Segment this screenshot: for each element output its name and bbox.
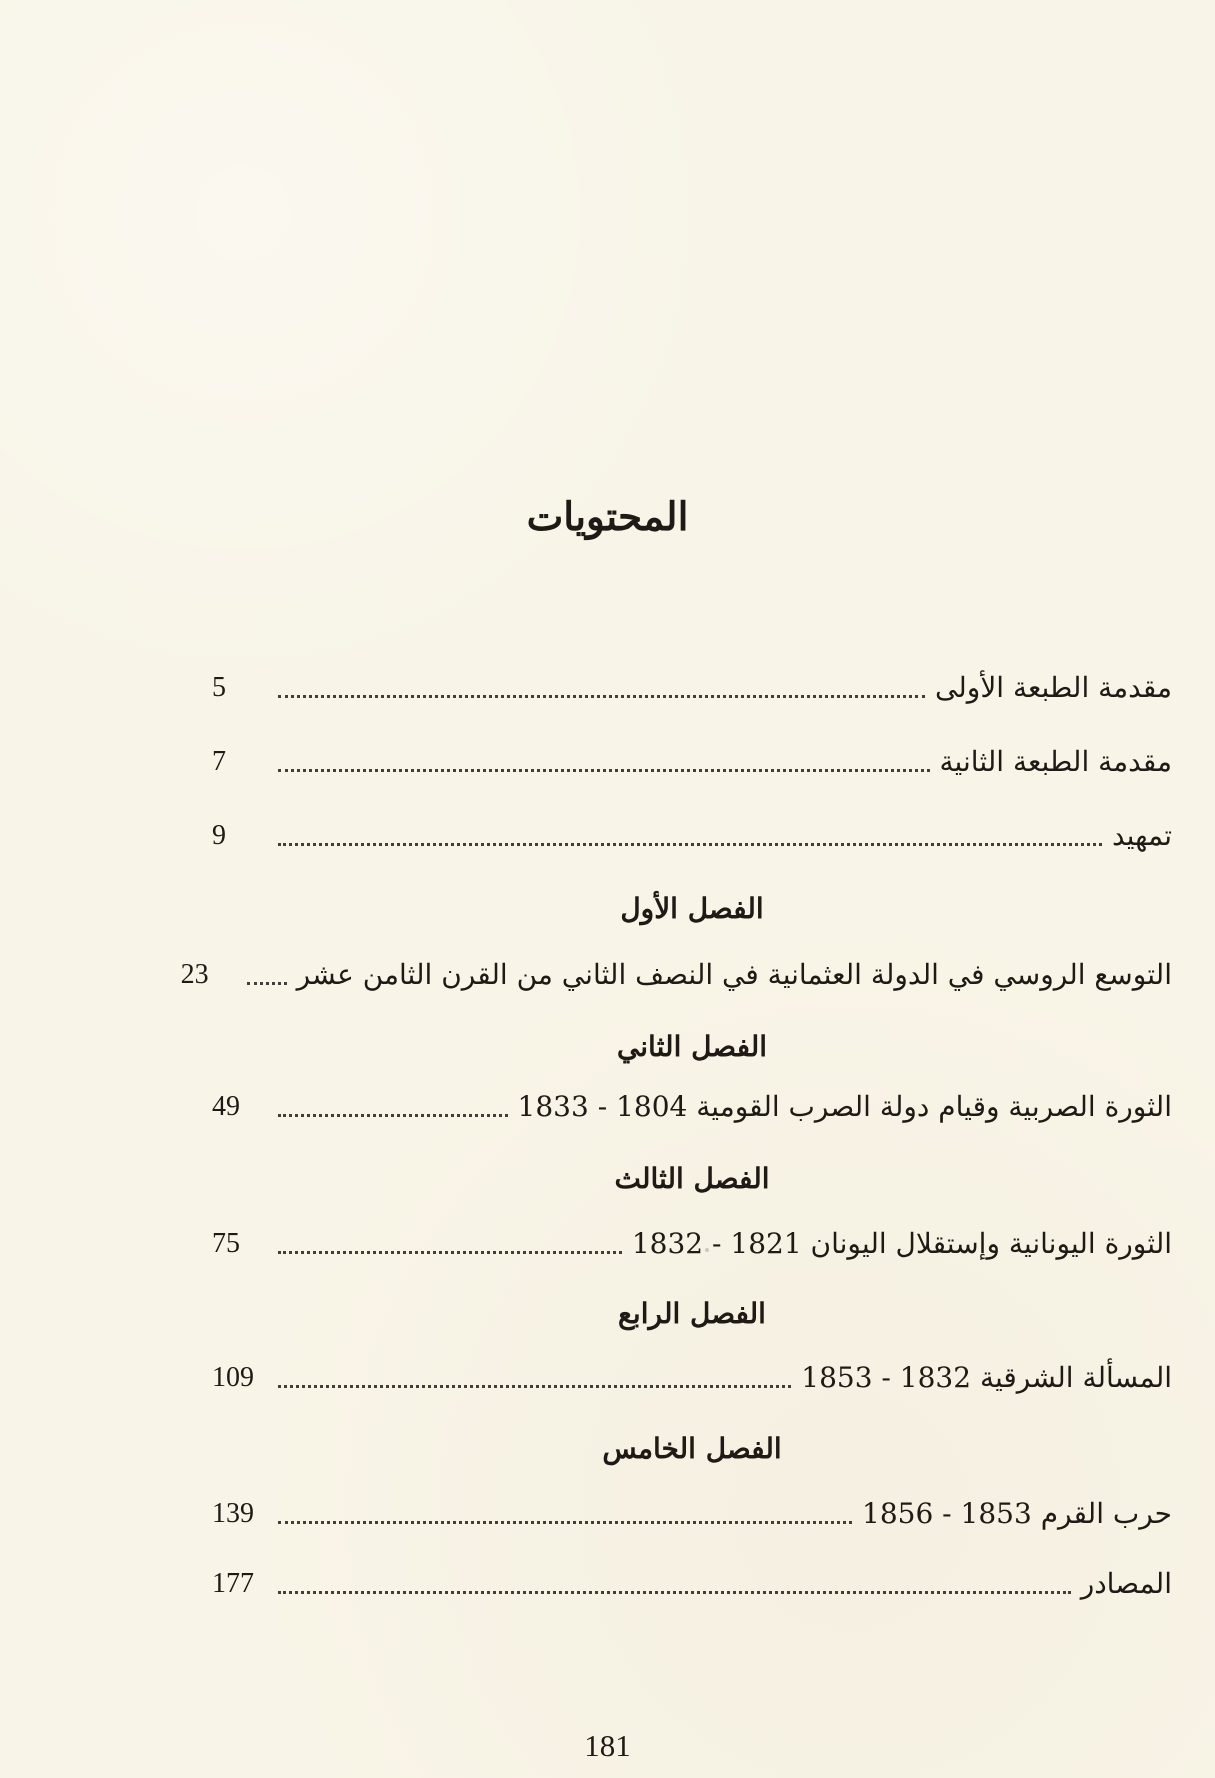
- toc-entry-preface: [212, 813, 1172, 859]
- toc-page-number: 177: [212, 1568, 254, 1599]
- paper-speck: [705, 1248, 709, 1252]
- toc-page-number: 139: [212, 1498, 254, 1529]
- toc-page-number: 75: [212, 1228, 240, 1259]
- toc-entry-eastern-question: [212, 1355, 1172, 1401]
- toc-entry-title: الثورة اليونانية وإستقلال اليونان 1821 - 1832: [631, 1227, 1172, 1260]
- toc-entry-second-edition-introduction: [212, 739, 1172, 785]
- toc-page-number: 7: [212, 746, 226, 777]
- toc-entry-crimean-war: [212, 1491, 1172, 1537]
- toc-page-number: 49: [212, 1091, 240, 1122]
- toc-entry-greek-revolution: [212, 1221, 1172, 1267]
- dot-leader: [278, 769, 930, 772]
- dot-leader: [278, 1114, 508, 1117]
- toc-entry-title: المصادر: [1080, 1567, 1172, 1600]
- dot-leader: [278, 1251, 622, 1254]
- toc-page-number: 23: [180, 959, 209, 990]
- toc-entry-title: حرب القرم 1853 - 1856: [862, 1497, 1172, 1530]
- toc-entry-russian-expansion: [180, 952, 1172, 998]
- dot-leader: [278, 1521, 852, 1524]
- toc-page-number: 109: [212, 1362, 254, 1393]
- chapter-heading-three: الفصل الثالث: [614, 1162, 770, 1195]
- toc-entry-serbian-revolution: [212, 1084, 1172, 1130]
- dot-leader: [278, 695, 925, 698]
- dot-leader: [278, 1385, 791, 1388]
- dot-leader: [278, 843, 1102, 846]
- toc-entry-sources: [212, 1561, 1172, 1607]
- toc-entry-title: الثورة الصربية وقيام دولة الصرب القومية 1804 - 1833: [517, 1090, 1172, 1123]
- page-title: المحتويات: [526, 494, 689, 540]
- toc-entry-first-edition-introduction: [212, 665, 1172, 711]
- toc-page-number: 5: [212, 672, 226, 703]
- toc-entry-title: مقدمة الطبعة الثانية: [939, 745, 1172, 778]
- toc-entry-title: المسألة الشرقية 1832 - 1853: [801, 1361, 1172, 1394]
- page-number: 181: [584, 1728, 631, 1763]
- dot-leader: [247, 982, 287, 985]
- chapter-heading-two: الفصل الثاني: [616, 1030, 768, 1063]
- chapter-heading-four: الفصل الرابع: [618, 1297, 766, 1330]
- toc-entry-title: مقدمة الطبعة الأولى: [934, 671, 1172, 704]
- toc-entry-title: التوسع الروسي في الدولة العثمانية في النصف الثاني من القرن الثامن عشر: [296, 958, 1172, 991]
- dot-leader: [278, 1591, 1071, 1594]
- chapter-heading-five: الفصل الخامس: [602, 1432, 782, 1465]
- chapter-heading-one: الفصل الأول: [620, 892, 764, 925]
- toc-entry-title: تمهيد: [1111, 819, 1172, 852]
- toc-page-number: 9: [212, 820, 226, 851]
